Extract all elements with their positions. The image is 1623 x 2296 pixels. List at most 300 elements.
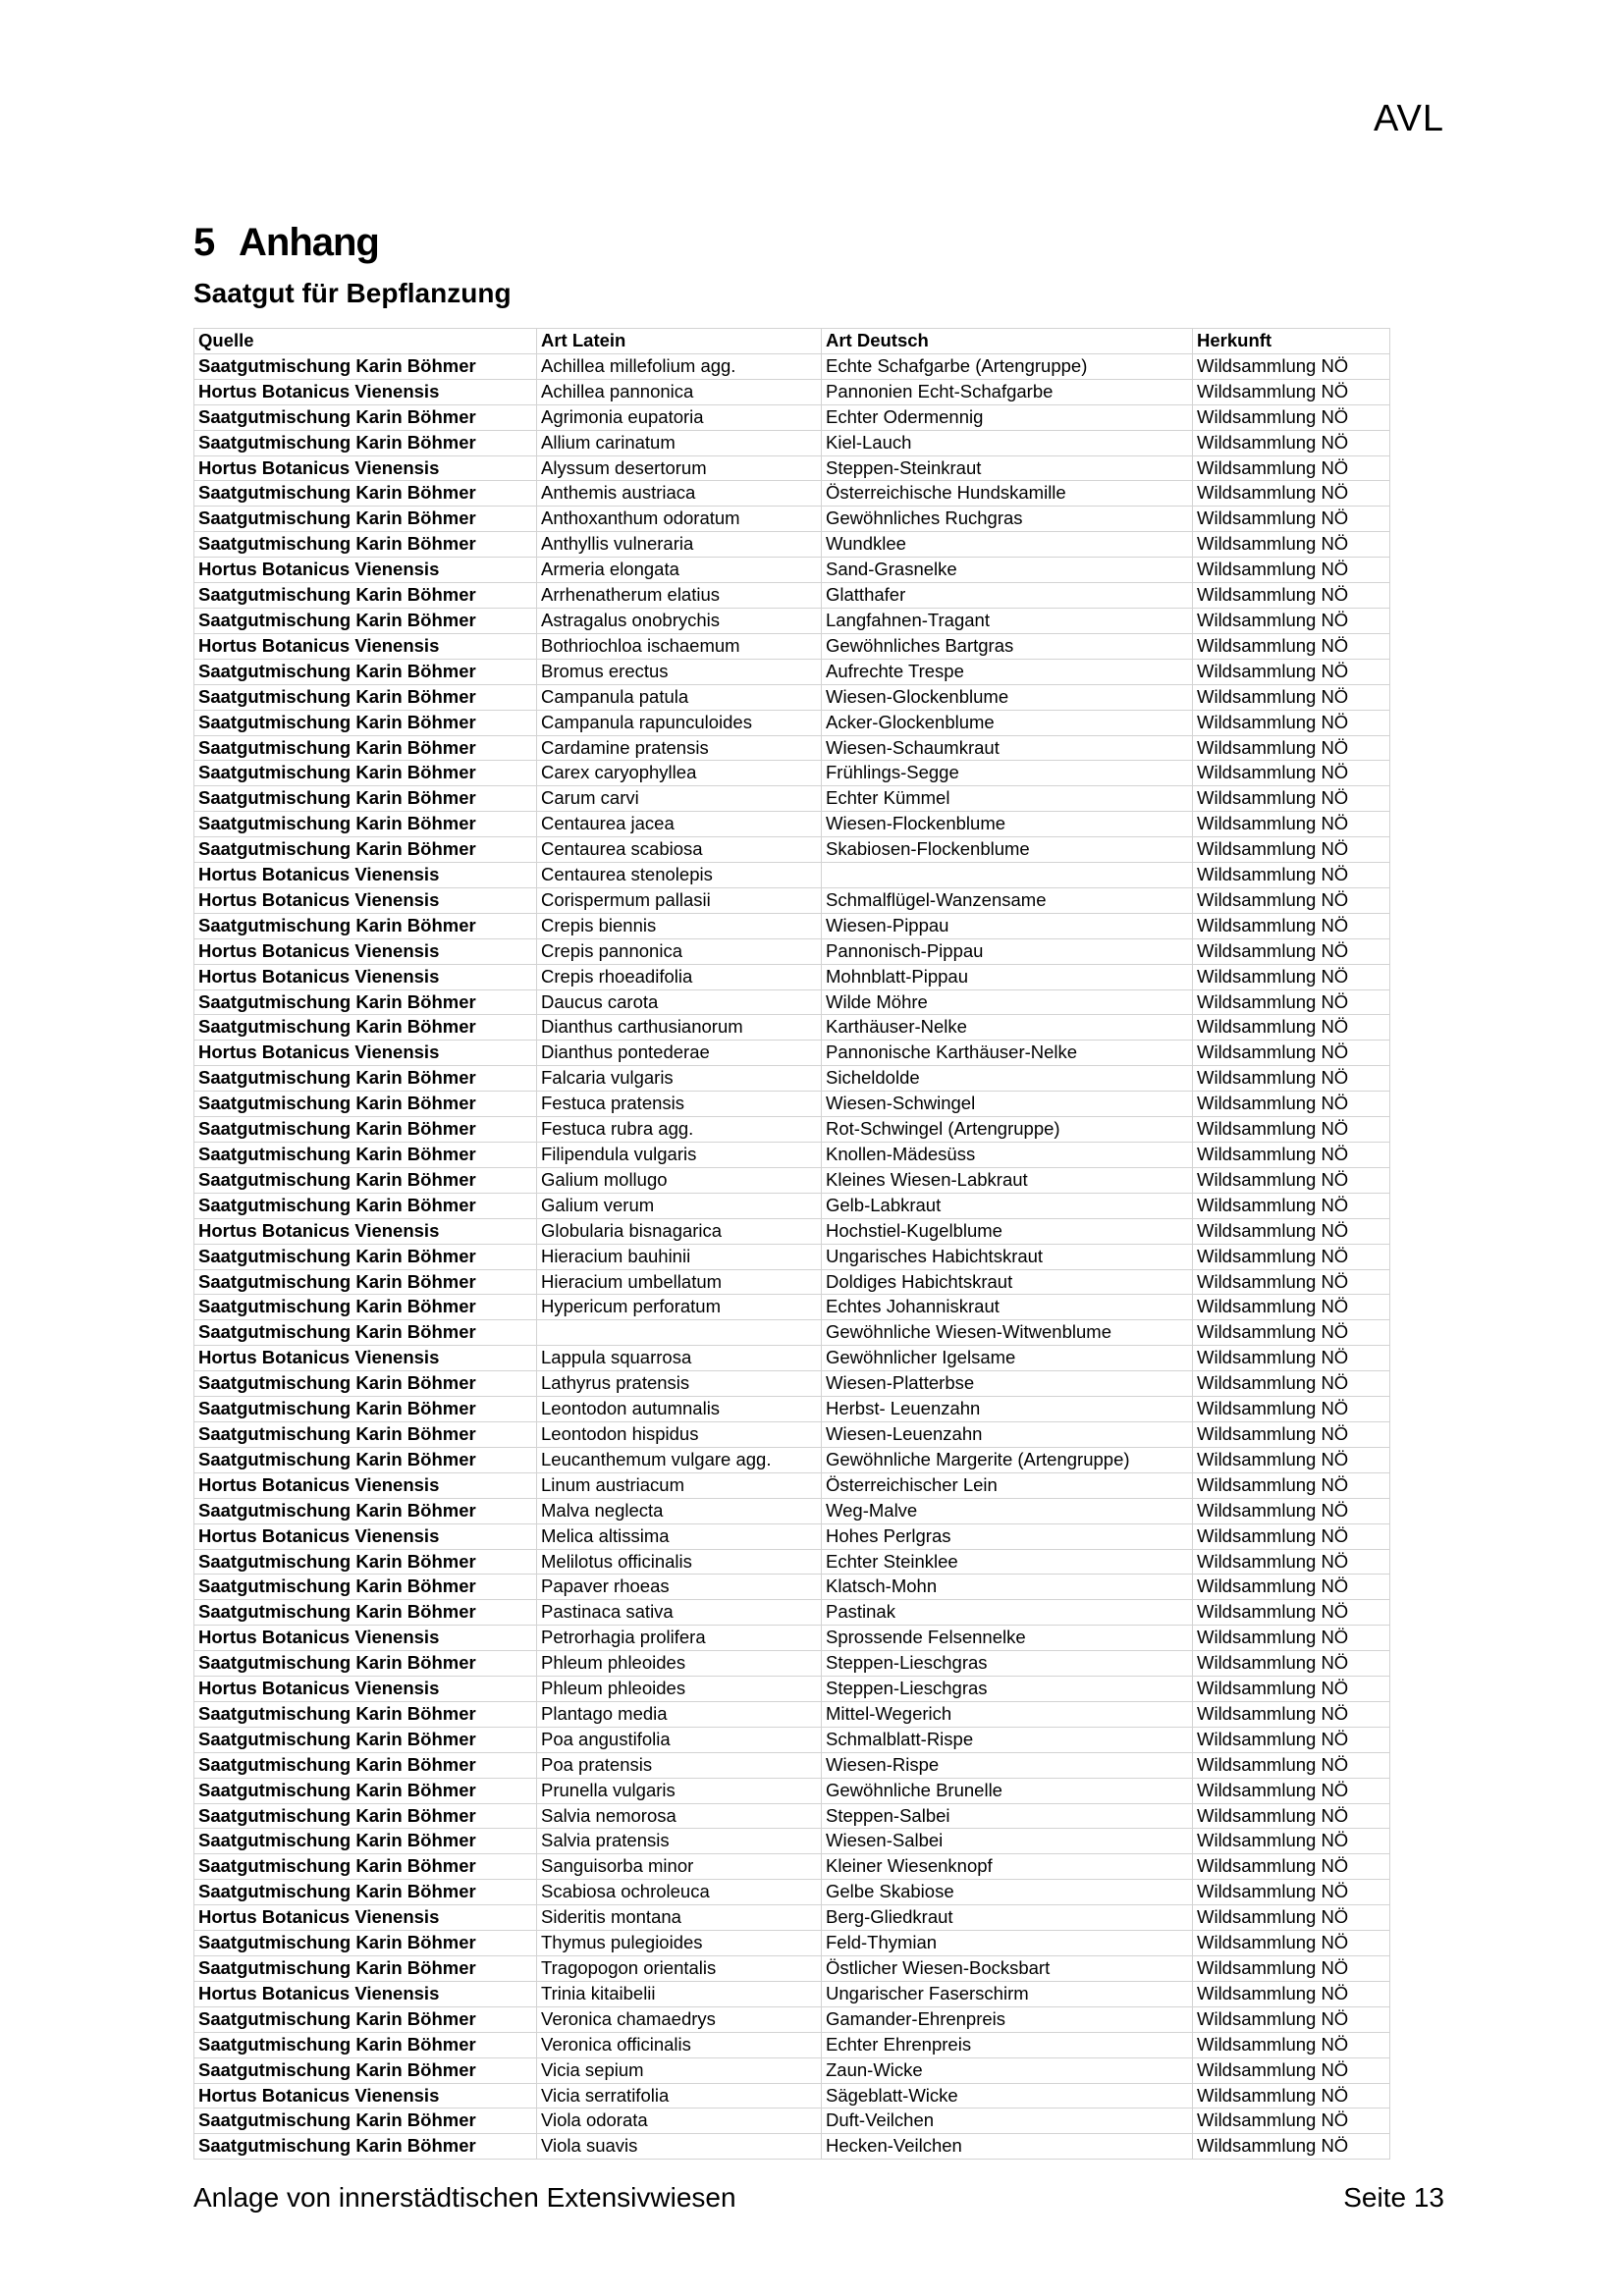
column-header-quelle: Quelle (194, 329, 537, 354)
cell-art-deutsch: Gelb-Labkraut (822, 1193, 1193, 1218)
cell-art-latein: Centaurea scabiosa (537, 837, 822, 863)
table-row (194, 1346, 1390, 1371)
cell-herkunft: Wildsammlung NÖ (1193, 1371, 1390, 1397)
cell-quelle: Saatgutmischung Karin Böhmer (194, 1880, 537, 1905)
cell-art-deutsch: Gewöhnliches Bartgras (822, 633, 1193, 659)
cell-art-deutsch: Österreichischer Lein (822, 1472, 1193, 1498)
cell-herkunft: Wildsammlung NÖ (1193, 1218, 1390, 1244)
cell-art-deutsch: Wiesen-Platterbse (822, 1371, 1193, 1397)
table-row (194, 507, 1390, 532)
cell-art-latein: Leucanthemum vulgare agg. (537, 1447, 822, 1472)
table-row (194, 1981, 1390, 2006)
table-row (194, 1447, 1390, 1472)
table-body (194, 353, 1390, 2159)
cell-quelle: Saatgutmischung Karin Böhmer (194, 989, 537, 1015)
cell-quelle: Hortus Botanicus Vienensis (194, 964, 537, 989)
cell-herkunft: Wildsammlung NÖ (1193, 1727, 1390, 1752)
cell-quelle: Saatgutmischung Karin Böhmer (194, 1575, 537, 1600)
chapter-number: 5 (193, 221, 215, 264)
cell-art-latein: Viola odorata (537, 2109, 822, 2134)
cell-quelle: Saatgutmischung Karin Böhmer (194, 481, 537, 507)
table-row (194, 1727, 1390, 1752)
cell-art-deutsch: Glatthafer (822, 583, 1193, 609)
table-header-row (194, 329, 1390, 354)
cell-quelle: Hortus Botanicus Vienensis (194, 455, 537, 481)
cell-quelle: Hortus Botanicus Vienensis (194, 1626, 537, 1651)
cell-art-latein: Crepis rhoeadifolia (537, 964, 822, 989)
cell-art-latein: Leontodon hispidus (537, 1421, 822, 1447)
cell-herkunft: Wildsammlung NÖ (1193, 659, 1390, 684)
cell-art-deutsch: Mohnblatt-Pippau (822, 964, 1193, 989)
table-row (194, 863, 1390, 888)
cell-herkunft: Wildsammlung NÖ (1193, 1575, 1390, 1600)
table-row (194, 1701, 1390, 1727)
cell-herkunft: Wildsammlung NÖ (1193, 1397, 1390, 1422)
cell-quelle: Saatgutmischung Karin Böhmer (194, 1244, 537, 1269)
cell-quelle: Saatgutmischung Karin Böhmer (194, 1421, 537, 1447)
table-row (194, 430, 1390, 455)
table-row (194, 1803, 1390, 1829)
cell-herkunft: Wildsammlung NÖ (1193, 989, 1390, 1015)
cell-art-latein: Achillea pannonica (537, 379, 822, 404)
cell-quelle: Saatgutmischung Karin Böhmer (194, 1092, 537, 1117)
cell-herkunft: Wildsammlung NÖ (1193, 558, 1390, 583)
cell-herkunft: Wildsammlung NÖ (1193, 837, 1390, 863)
cell-art-latein: Campanula patula (537, 684, 822, 710)
cell-art-latein: Falcaria vulgaris (537, 1066, 822, 1092)
cell-art-deutsch: Steppen-Lieschgras (822, 1651, 1193, 1677)
cell-quelle: Saatgutmischung Karin Böhmer (194, 353, 537, 379)
table-row (194, 532, 1390, 558)
cell-art-latein: Tragopogon orientalis (537, 1956, 822, 1982)
cell-art-deutsch: Pannonische Karthäuser-Nelke (822, 1041, 1193, 1066)
cell-quelle: Saatgutmischung Karin Böhmer (194, 1600, 537, 1626)
table-row (194, 558, 1390, 583)
column-header-herkunft: Herkunft (1193, 329, 1390, 354)
table-row (194, 1397, 1390, 1422)
cell-herkunft: Wildsammlung NÖ (1193, 1092, 1390, 1117)
cell-herkunft: Wildsammlung NÖ (1193, 455, 1390, 481)
cell-herkunft: Wildsammlung NÖ (1193, 583, 1390, 609)
cell-quelle: Saatgutmischung Karin Böhmer (194, 1117, 537, 1143)
table-row (194, 2083, 1390, 2109)
cell-quelle: Hortus Botanicus Vienensis (194, 1218, 537, 1244)
cell-art-latein: Poa angustifolia (537, 1727, 822, 1752)
cell-quelle: Saatgutmischung Karin Böhmer (194, 1320, 537, 1346)
cell-art-latein: Centaurea jacea (537, 812, 822, 837)
cell-herkunft: Wildsammlung NÖ (1193, 1472, 1390, 1498)
table-row (194, 1600, 1390, 1626)
table-row (194, 1143, 1390, 1168)
cell-quelle: Saatgutmischung Karin Böhmer (194, 404, 537, 430)
cell-quelle: Hortus Botanicus Vienensis (194, 1472, 537, 1498)
cell-herkunft: Wildsammlung NÖ (1193, 633, 1390, 659)
table-row (194, 633, 1390, 659)
cell-art-deutsch: Wiesen-Rispe (822, 1752, 1193, 1778)
cell-art-latein: Agrimonia eupatoria (537, 404, 822, 430)
table-row (194, 938, 1390, 964)
cell-art-latein: Leontodon autumnalis (537, 1397, 822, 1422)
cell-herkunft: Wildsammlung NÖ (1193, 1651, 1390, 1677)
cell-herkunft: Wildsammlung NÖ (1193, 761, 1390, 786)
cell-quelle: Hortus Botanicus Vienensis (194, 1346, 537, 1371)
cell-art-latein: Carum carvi (537, 786, 822, 812)
cell-quelle: Saatgutmischung Karin Böhmer (194, 2134, 537, 2160)
cell-art-deutsch: Schmalblatt-Rispe (822, 1727, 1193, 1752)
cell-art-deutsch: Kleiner Wiesenknopf (822, 1854, 1193, 1880)
table-row (194, 379, 1390, 404)
cell-quelle: Saatgutmischung Karin Böhmer (194, 507, 537, 532)
cell-herkunft: Wildsammlung NÖ (1193, 887, 1390, 913)
cell-art-latein: Hieracium umbellatum (537, 1269, 822, 1295)
cell-art-deutsch: Wiesen-Salbei (822, 1829, 1193, 1854)
cell-art-latein: Vicia serratifolia (537, 2083, 822, 2109)
table-row (194, 964, 1390, 989)
table-row (194, 684, 1390, 710)
cell-herkunft: Wildsammlung NÖ (1193, 1677, 1390, 1702)
cell-art-deutsch: Zaun-Wicke (822, 2057, 1193, 2083)
cell-quelle: Saatgutmischung Karin Böhmer (194, 1066, 537, 1092)
cell-art-deutsch: Echte Schafgarbe (Artengruppe) (822, 353, 1193, 379)
cell-art-deutsch: Aufrechte Trespe (822, 659, 1193, 684)
cell-quelle: Saatgutmischung Karin Böhmer (194, 1701, 537, 1727)
cell-art-latein: Salvia pratensis (537, 1829, 822, 1854)
cell-herkunft: Wildsammlung NÖ (1193, 964, 1390, 989)
cell-art-deutsch: Gewöhnliches Ruchgras (822, 507, 1193, 532)
cell-art-latein: Corispermum pallasii (537, 887, 822, 913)
cell-art-latein: Bromus erectus (537, 659, 822, 684)
cell-quelle: Hortus Botanicus Vienensis (194, 1677, 537, 1702)
cell-quelle: Saatgutmischung Karin Böhmer (194, 532, 537, 558)
table-row (194, 1829, 1390, 1854)
footer-document-title: Anlage von innerstädtischen Extensivwiesen (193, 2182, 736, 2213)
cell-herkunft: Wildsammlung NÖ (1193, 608, 1390, 633)
table-row (194, 1523, 1390, 1549)
cell-art-deutsch: Österreichische Hundskamille (822, 481, 1193, 507)
cell-art-deutsch: Pannonien Echt-Schafgarbe (822, 379, 1193, 404)
cell-quelle: Saatgutmischung Karin Böhmer (194, 1167, 537, 1193)
cell-art-deutsch: Wiesen-Leuenzahn (822, 1421, 1193, 1447)
cell-art-latein (537, 1320, 822, 1346)
cell-herkunft: Wildsammlung NÖ (1193, 1981, 1390, 2006)
cell-art-deutsch: Hochstiel-Kugelblume (822, 1218, 1193, 1244)
cell-art-deutsch: Rot-Schwingel (Artengruppe) (822, 1117, 1193, 1143)
cell-herkunft: Wildsammlung NÖ (1193, 710, 1390, 735)
cell-art-latein: Lathyrus pratensis (537, 1371, 822, 1397)
cell-art-latein: Bothriochloa ischaemum (537, 633, 822, 659)
cell-art-deutsch: Doldiges Habichtskraut (822, 1269, 1193, 1295)
table-row (194, 1498, 1390, 1523)
cell-art-deutsch: Echter Ehrenpreis (822, 2032, 1193, 2057)
cell-quelle: Saatgutmischung Karin Böhmer (194, 710, 537, 735)
table-row (194, 2109, 1390, 2134)
cell-art-deutsch: Echter Odermennig (822, 404, 1193, 430)
cell-art-deutsch: Wiesen-Glockenblume (822, 684, 1193, 710)
cell-art-latein: Anthemis austriaca (537, 481, 822, 507)
cell-art-latein: Vicia sepium (537, 2057, 822, 2083)
cell-art-latein: Anthyllis vulneraria (537, 532, 822, 558)
cell-art-latein: Galium mollugo (537, 1167, 822, 1193)
cell-art-deutsch: Gewöhnliche Margerite (Artengruppe) (822, 1447, 1193, 1472)
cell-quelle: Hortus Botanicus Vienensis (194, 1041, 537, 1066)
cell-herkunft: Wildsammlung NÖ (1193, 1803, 1390, 1829)
cell-herkunft: Wildsammlung NÖ (1193, 404, 1390, 430)
cell-herkunft: Wildsammlung NÖ (1193, 1829, 1390, 1854)
cell-art-latein: Carex caryophyllea (537, 761, 822, 786)
column-header-art-latein: Art Latein (537, 329, 822, 354)
table-row (194, 1015, 1390, 1041)
table-row (194, 812, 1390, 837)
cell-quelle: Saatgutmischung Karin Böhmer (194, 913, 537, 938)
cell-art-latein: Cardamine pratensis (537, 735, 822, 761)
table-row (194, 1066, 1390, 1092)
cell-art-deutsch: Wilde Möhre (822, 989, 1193, 1015)
cell-art-deutsch: Berg-Gliedkraut (822, 1905, 1193, 1931)
cell-quelle: Saatgutmischung Karin Böhmer (194, 2006, 537, 2032)
cell-art-deutsch: Gamander-Ehrenpreis (822, 2006, 1193, 2032)
cell-herkunft: Wildsammlung NÖ (1193, 684, 1390, 710)
cell-quelle: Saatgutmischung Karin Böhmer (194, 1651, 537, 1677)
cell-art-deutsch: Wiesen-Pippau (822, 913, 1193, 938)
cell-art-deutsch: Sprossende Felsennelke (822, 1626, 1193, 1651)
cell-art-deutsch: Gewöhnliche Brunelle (822, 1778, 1193, 1803)
cell-art-deutsch: Knollen-Mädesüss (822, 1143, 1193, 1168)
cell-quelle: Saatgutmischung Karin Böhmer (194, 1829, 537, 1854)
cell-art-deutsch: Echter Kümmel (822, 786, 1193, 812)
cell-herkunft: Wildsammlung NÖ (1193, 481, 1390, 507)
cell-art-deutsch: Feld-Thymian (822, 1931, 1193, 1956)
table-row (194, 1371, 1390, 1397)
footer-page-number: Seite 13 (1343, 2182, 1444, 2213)
table-row (194, 735, 1390, 761)
cell-art-deutsch: Östlicher Wiesen-Bocksbart (822, 1956, 1193, 1982)
cell-quelle: Saatgutmischung Karin Böhmer (194, 1956, 537, 1982)
table-row (194, 761, 1390, 786)
cell-art-latein: Petrorhagia prolifera (537, 1626, 822, 1651)
table-row (194, 1472, 1390, 1498)
table-row (194, 1905, 1390, 1931)
table-row (194, 1677, 1390, 1702)
cell-art-deutsch: Echter Steinklee (822, 1549, 1193, 1575)
cell-art-deutsch: Weg-Malve (822, 1498, 1193, 1523)
cell-quelle: Saatgutmischung Karin Böhmer (194, 1397, 537, 1422)
cell-herkunft: Wildsammlung NÖ (1193, 1600, 1390, 1626)
cell-art-deutsch: Sicheldolde (822, 1066, 1193, 1092)
cell-quelle: Hortus Botanicus Vienensis (194, 1905, 537, 1931)
cell-art-deutsch: Wiesen-Schwingel (822, 1092, 1193, 1117)
cell-art-latein: Hieracium bauhinii (537, 1244, 822, 1269)
cell-herkunft: Wildsammlung NÖ (1193, 786, 1390, 812)
cell-quelle: Hortus Botanicus Vienensis (194, 2083, 537, 2109)
cell-art-deutsch: Steppen-Salbei (822, 1803, 1193, 1829)
table-row (194, 353, 1390, 379)
cell-art-deutsch: Mittel-Wegerich (822, 1701, 1193, 1727)
table-row (194, 583, 1390, 609)
cell-herkunft: Wildsammlung NÖ (1193, 2109, 1390, 2134)
cell-art-latein: Achillea millefolium agg. (537, 353, 822, 379)
cell-herkunft: Wildsammlung NÖ (1193, 430, 1390, 455)
cell-art-latein: Dianthus carthusianorum (537, 1015, 822, 1041)
table-row (194, 1218, 1390, 1244)
cell-herkunft: Wildsammlung NÖ (1193, 1956, 1390, 1982)
table-row (194, 481, 1390, 507)
cell-quelle: Hortus Botanicus Vienensis (194, 938, 537, 964)
cell-art-latein: Alyssum desertorum (537, 455, 822, 481)
table-row (194, 2032, 1390, 2057)
chapter-title: Anhang (239, 221, 379, 264)
cell-art-deutsch: Acker-Glockenblume (822, 710, 1193, 735)
cell-art-latein: Allium carinatum (537, 430, 822, 455)
cell-art-deutsch: Langfahnen-Tragant (822, 608, 1193, 633)
table-row (194, 1575, 1390, 1600)
cell-art-latein: Malva neglecta (537, 1498, 822, 1523)
cell-herkunft: Wildsammlung NÖ (1193, 1015, 1390, 1041)
cell-art-latein: Crepis biennis (537, 913, 822, 938)
cell-herkunft: Wildsammlung NÖ (1193, 1905, 1390, 1931)
cell-art-deutsch: Ungarischer Faserschirm (822, 1981, 1193, 2006)
cell-art-latein: Veronica officinalis (537, 2032, 822, 2057)
cell-art-latein: Salvia nemorosa (537, 1803, 822, 1829)
table-row (194, 1931, 1390, 1956)
cell-art-latein: Crepis pannonica (537, 938, 822, 964)
cell-quelle: Hortus Botanicus Vienensis (194, 887, 537, 913)
cell-herkunft: Wildsammlung NÖ (1193, 2006, 1390, 2032)
cell-art-latein: Plantago media (537, 1701, 822, 1727)
cell-art-latein: Thymus pulegioides (537, 1931, 822, 1956)
cell-herkunft: Wildsammlung NÖ (1193, 1117, 1390, 1143)
cell-art-deutsch: Gewöhnlicher Igelsame (822, 1346, 1193, 1371)
cell-herkunft: Wildsammlung NÖ (1193, 1701, 1390, 1727)
cell-art-deutsch: Gewöhnliche Wiesen-Witwenblume (822, 1320, 1193, 1346)
cell-art-latein: Campanula rapunculoides (537, 710, 822, 735)
cell-herkunft: Wildsammlung NÖ (1193, 1523, 1390, 1549)
cell-art-latein: Trinia kitaibelii (537, 1981, 822, 2006)
cell-herkunft: Wildsammlung NÖ (1193, 863, 1390, 888)
cell-quelle: Hortus Botanicus Vienensis (194, 863, 537, 888)
cell-art-deutsch: Frühlings-Segge (822, 761, 1193, 786)
cell-quelle: Saatgutmischung Karin Böhmer (194, 735, 537, 761)
cell-quelle: Saatgutmischung Karin Böhmer (194, 786, 537, 812)
cell-herkunft: Wildsammlung NÖ (1193, 1167, 1390, 1193)
cell-art-latein: Sanguisorba minor (537, 1854, 822, 1880)
cell-herkunft: Wildsammlung NÖ (1193, 1626, 1390, 1651)
cell-art-latein: Centaurea stenolepis (537, 863, 822, 888)
table-row (194, 1244, 1390, 1269)
cell-quelle: Saatgutmischung Karin Böhmer (194, 1498, 537, 1523)
cell-herkunft: Wildsammlung NÖ (1193, 1346, 1390, 1371)
cell-art-latein: Dianthus pontederae (537, 1041, 822, 1066)
table-row (194, 710, 1390, 735)
cell-art-deutsch: Gelbe Skabiose (822, 1880, 1193, 1905)
cell-herkunft: Wildsammlung NÖ (1193, 1880, 1390, 1905)
cell-art-latein: Astragalus onobrychis (537, 608, 822, 633)
table-row (194, 2006, 1390, 2032)
cell-art-deutsch: Ungarisches Habichtskraut (822, 1244, 1193, 1269)
table-row (194, 1854, 1390, 1880)
cell-quelle: Hortus Botanicus Vienensis (194, 1523, 537, 1549)
cell-art-latein: Festuca rubra agg. (537, 1117, 822, 1143)
cell-art-deutsch: Steppen-Lieschgras (822, 1677, 1193, 1702)
cell-quelle: Saatgutmischung Karin Böhmer (194, 1295, 537, 1320)
cell-herkunft: Wildsammlung NÖ (1193, 1295, 1390, 1320)
seed-table (193, 328, 1390, 2160)
cell-art-latein: Globularia bisnagarica (537, 1218, 822, 1244)
cell-quelle: Saatgutmischung Karin Böhmer (194, 1193, 537, 1218)
cell-herkunft: Wildsammlung NÖ (1193, 1193, 1390, 1218)
chapter-heading (193, 221, 379, 265)
table-row (194, 1778, 1390, 1803)
table-row (194, 2057, 1390, 2083)
cell-herkunft: Wildsammlung NÖ (1193, 1854, 1390, 1880)
table-row (194, 837, 1390, 863)
cell-herkunft: Wildsammlung NÖ (1193, 2057, 1390, 2083)
cell-art-latein: Melica altissima (537, 1523, 822, 1549)
header-tag: AVL (1373, 98, 1444, 139)
table-row (194, 913, 1390, 938)
table-row (194, 1193, 1390, 1218)
cell-art-deutsch: Sägeblatt-Wicke (822, 2083, 1193, 2109)
cell-quelle: Saatgutmischung Karin Böhmer (194, 608, 537, 633)
cell-art-deutsch: Kiel-Lauch (822, 430, 1193, 455)
table-row (194, 1041, 1390, 1066)
cell-quelle: Saatgutmischung Karin Böhmer (194, 2032, 537, 2057)
cell-quelle: Saatgutmischung Karin Böhmer (194, 1371, 537, 1397)
table-row (194, 1117, 1390, 1143)
cell-art-latein: Hypericum perforatum (537, 1295, 822, 1320)
cell-art-latein: Anthoxanthum odoratum (537, 507, 822, 532)
table-row (194, 1752, 1390, 1778)
cell-herkunft: Wildsammlung NÖ (1193, 1498, 1390, 1523)
cell-quelle: Saatgutmischung Karin Böhmer (194, 837, 537, 863)
cell-herkunft: Wildsammlung NÖ (1193, 1066, 1390, 1092)
cell-art-deutsch: Herbst- Leuenzahn (822, 1397, 1193, 1422)
table-row (194, 404, 1390, 430)
table-row (194, 786, 1390, 812)
table-row (194, 989, 1390, 1015)
cell-art-latein: Scabiosa ochroleuca (537, 1880, 822, 1905)
cell-quelle: Hortus Botanicus Vienensis (194, 633, 537, 659)
cell-quelle: Saatgutmischung Karin Böhmer (194, 1447, 537, 1472)
table-row (194, 1167, 1390, 1193)
table-row (194, 1421, 1390, 1447)
cell-herkunft: Wildsammlung NÖ (1193, 1041, 1390, 1066)
cell-herkunft: Wildsammlung NÖ (1193, 735, 1390, 761)
cell-quelle: Saatgutmischung Karin Böhmer (194, 1803, 537, 1829)
table-row (194, 1092, 1390, 1117)
cell-quelle: Saatgutmischung Karin Böhmer (194, 1778, 537, 1803)
table-row (194, 1295, 1390, 1320)
cell-art-latein: Sideritis montana (537, 1905, 822, 1931)
cell-art-deutsch: Sand-Grasnelke (822, 558, 1193, 583)
cell-quelle: Saatgutmischung Karin Böhmer (194, 583, 537, 609)
table-row (194, 1320, 1390, 1346)
table-row (194, 887, 1390, 913)
cell-quelle: Saatgutmischung Karin Böhmer (194, 2057, 537, 2083)
cell-quelle: Hortus Botanicus Vienensis (194, 379, 537, 404)
cell-art-latein: Arrhenatherum elatius (537, 583, 822, 609)
cell-quelle: Saatgutmischung Karin Böhmer (194, 761, 537, 786)
cell-art-latein: Melilotus officinalis (537, 1549, 822, 1575)
cell-art-latein: Pastinaca sativa (537, 1600, 822, 1626)
table-row (194, 455, 1390, 481)
table-row (194, 1549, 1390, 1575)
cell-art-deutsch: Klatsch-Mohn (822, 1575, 1193, 1600)
cell-art-latein: Lappula squarrosa (537, 1346, 822, 1371)
cell-herkunft: Wildsammlung NÖ (1193, 1752, 1390, 1778)
cell-herkunft: Wildsammlung NÖ (1193, 507, 1390, 532)
cell-art-deutsch: Wiesen-Flockenblume (822, 812, 1193, 837)
cell-art-latein: Galium verum (537, 1193, 822, 1218)
